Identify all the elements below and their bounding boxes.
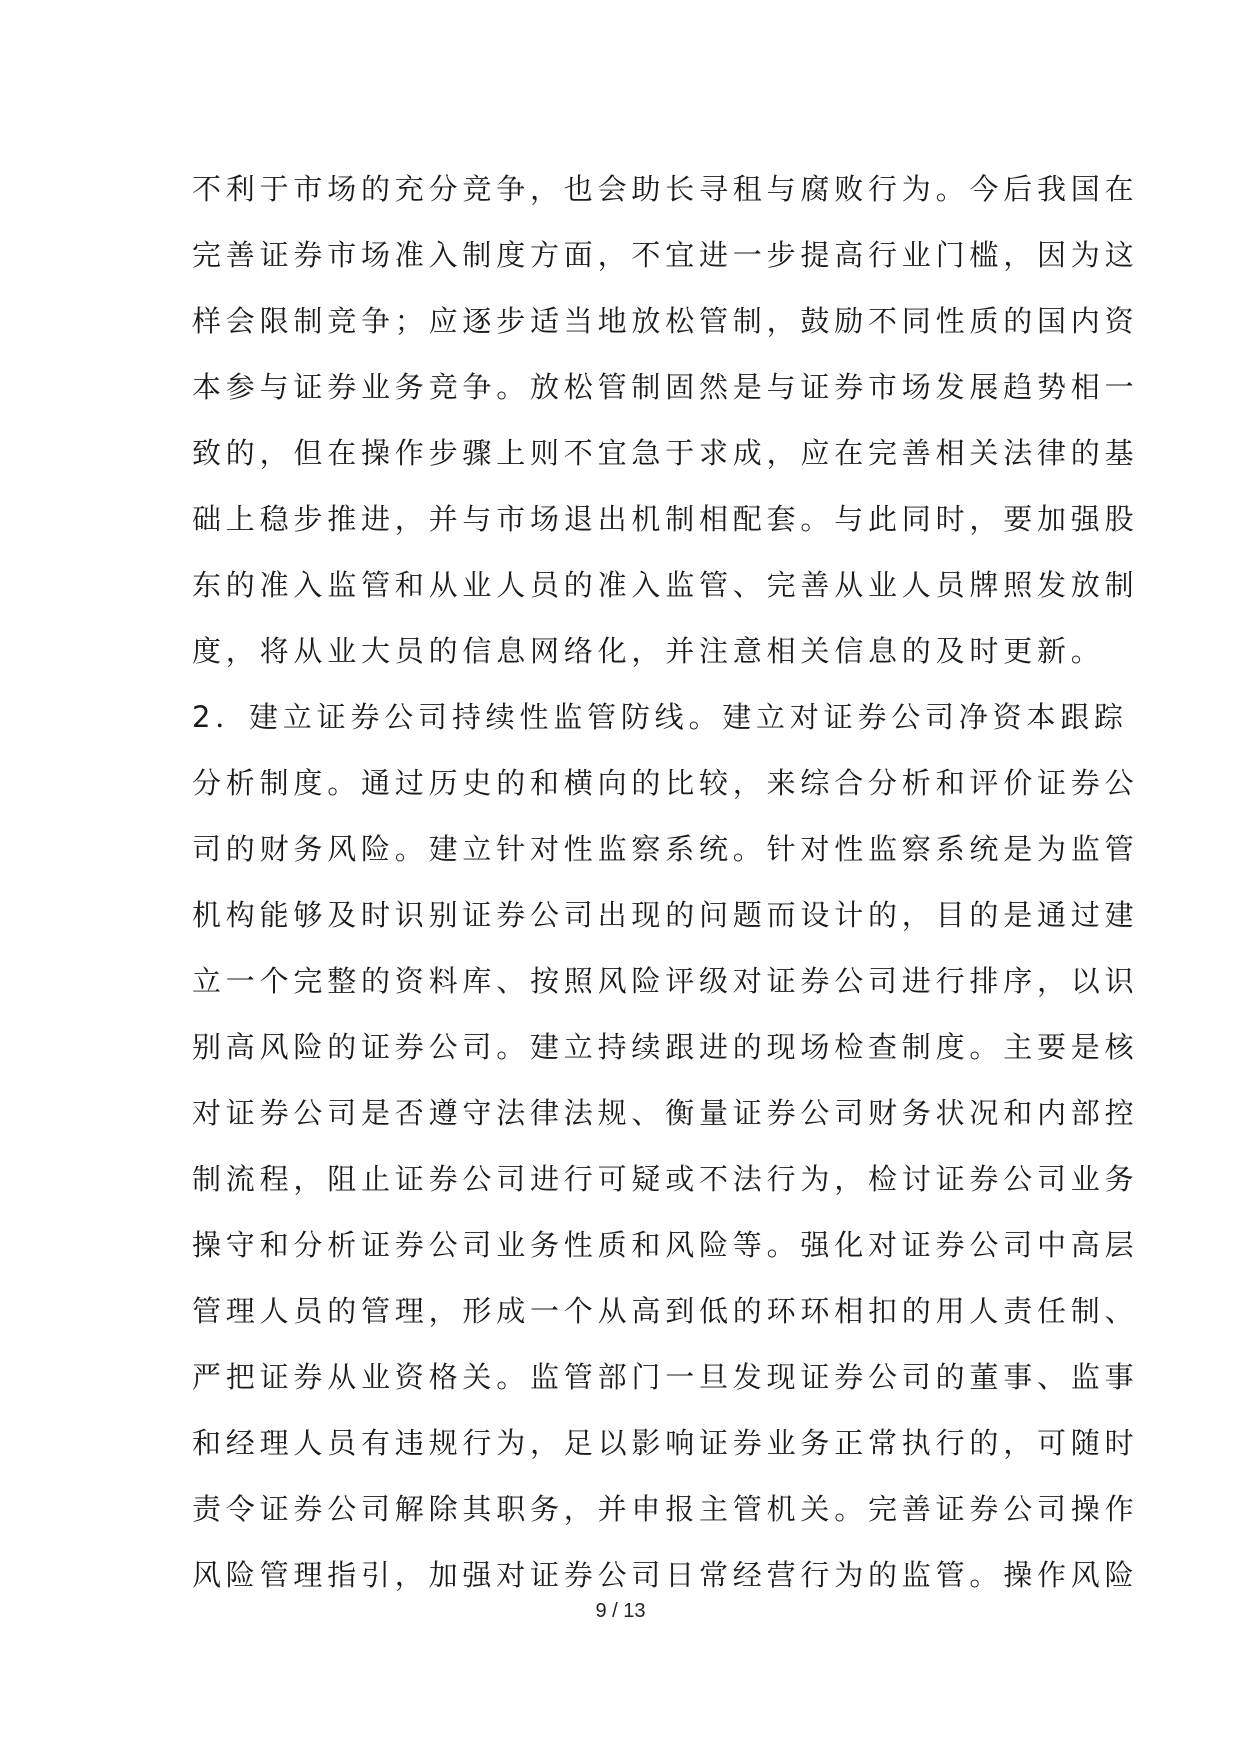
text-line: 础上稳步推进，并与市场退出机制相配套。与此同时，要加强股 [192,502,1139,536]
text-line: 样会限制竞争；应逐步适当地放松管制，鼓励不同性质的国内资 [192,304,1139,338]
text-line: 立一个完整的资料库、按照风险评级对证券公司进行排序，以识 [192,964,1139,998]
text-line: 司的财务风险。建立针对性监察系统。针对性监察系统是为监管 [192,832,1139,866]
text-line: 责令证券公司解除其职务，并申报主管机关。完善证券公司操作 [192,1492,1139,1526]
text-line: 别高风险的证券公司。建立持续跟进的现场检查制度。主要是核 [192,1030,1139,1064]
text-line: 度，将从业大员的信息网络化，并注意相关信息的及时更新。 [192,634,1105,668]
text-line: 不利于市场的充分竞争，也会助长寻租与腐败行为。今后我国在 [192,172,1139,206]
text-line: 分析制度。通过历史的和横向的比较，来综合分析和评价证券公 [192,766,1139,800]
text-line: 操守和分析证券公司业务性质和风险等。强化对证券公司中高层 [192,1228,1139,1262]
text-line: 本参与证券业务竞争。放松管制固然是与证券市场发展趋势相一 [192,370,1139,404]
text-line: 风险管理指引，加强对证券公司日常经营行为的监管。操作风险 [192,1558,1139,1592]
body-text [192,156,1139,1608]
text-line: 管理人员的管理，形成一个从高到低的环环相扣的用人责任制、 [192,1294,1139,1328]
text-line: 2．建立证券公司持续性监管防线。建立对证券公司净资本跟踪 [192,700,1128,734]
text-line: 制流程，阻止证券公司进行可疑或不法行为，检讨证券公司业务 [192,1162,1139,1196]
text-line: 完善证券市场准入制度方面，不宜进一步提高行业门槛，因为这 [192,238,1139,272]
text-line: 严把证券从业资格关。监管部门一旦发现证券公司的董事、监事 [192,1360,1139,1394]
text-line: 对证券公司是否遵守法律法规、衡量证券公司财务状况和内部控 [192,1096,1139,1130]
page-number: 9 / 13 [595,1600,646,1622]
text-line: 和经理人员有违规行为，足以影响证券业务正常执行的，可随时 [192,1426,1139,1460]
text-line: 致的，但在操作步骤上则不宜急于求成，应在完善相关法律的基 [192,436,1139,470]
text-line: 东的准入监管和从业人员的准入监管、完善从业人员牌照发放制 [192,568,1139,602]
text-line: 机构能够及时识别证券公司出现的问题而设计的，目的是通过建 [192,898,1139,932]
